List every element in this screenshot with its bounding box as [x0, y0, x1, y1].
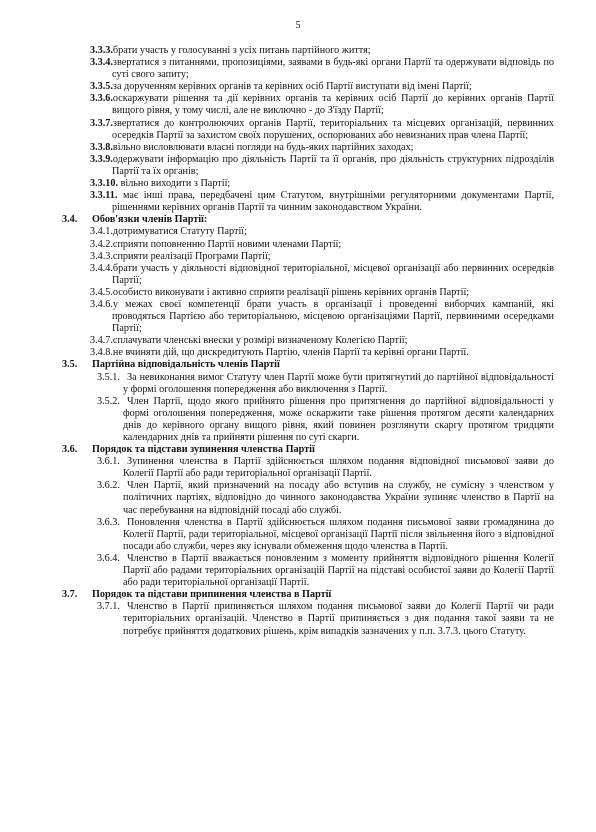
- list-item: 3.6.3. Поновлення членства в Партії здійснюється шляхом подання письмової заяви громадянина до Колегії Партії, ради територіальної, місцевої організації Партії після звільнення його з відповідної посади або служби, через яку існували обмеження щодо членства в Партії.: [97, 516, 554, 552]
- list-item: 3.6.1. Зупинення членства в Партії здійснюється шляхом подання відповідної письмової заяви до Колегії Партії або ради територіальної організації Партії.: [97, 456, 554, 480]
- section-title: Обов'язки членів Партії:: [92, 214, 208, 226]
- rights-list: [0, 45, 596, 214]
- section-title: Порядок та підстави припинення членства в Партії: [92, 589, 332, 601]
- section-heading: [0, 589, 596, 601]
- responsibility-list: [0, 372, 596, 445]
- list-item: 3.3.4.звертатися з питаннями, пропозиціями, заявами в будь-які органи Партії та одержувати відповідь по суті свого запиту;: [90, 57, 554, 81]
- list-item: 3.4.4.брати участь у діяльності відповідної територіальної, місцевої організації або первинних осередків Партії;: [90, 262, 554, 286]
- list-item: 3.3.10. вільно виходити з Партії;: [90, 178, 231, 190]
- list-item: 3.7.1. Членство в Партії припиняється шляхом подання письмової заяви до Колегії Партії чи ради територіальних організацій. Членство в Партії припиняється з дня подання такої заяви та не потребує прийняття додаткових рішень, крім випадків зазначених у п.п. 3.7.3. цього Статуту.: [97, 601, 554, 637]
- duties-list: [0, 226, 596, 359]
- document-body: [0, 45, 596, 638]
- list-item: 3.3.3.брати участь у голосуванні з усіх питань партійного життя;: [90, 45, 371, 56]
- list-item: 3.6.2. Член Партії, який призначений на посаду або вступив на службу, не сумісну з членством у політичних партіях, відповідно до чинного законодавства України зупиняє членство в Партії на час перебування на відповідній посаді або службі.: [97, 480, 554, 516]
- list-item: 3.4.7.сплачувати членські внески у розмірі визначеному Колегією Партії;: [90, 335, 408, 347]
- section-title: Порядок та підстави зупинення членства Партії: [92, 444, 315, 456]
- list-item: 3.4.1.дотримуватися Статуту Партії;: [90, 226, 247, 238]
- list-item: 3.4.6.у межах своєї компетенції брати участь в організації і проведенні виборчих кампаній, які проводяться Партією або територіальною, місцевою організаціями Партії, первинними осередками Партії;: [90, 298, 554, 335]
- section-heading: [0, 444, 596, 456]
- section-number: 3.7.: [62, 589, 78, 601]
- page-number: 5: [295, 20, 301, 31]
- list-item: 3.3.8.вільно висловлювати власні погляди на будь-яких партійних заходах;: [90, 141, 414, 153]
- list-item: 3.4.5.особисто виконувати і активно сприяти реалізації рішень керівних органів Партії;: [90, 286, 470, 298]
- section-heading: [0, 214, 596, 226]
- section-title: Партійна відповідальність членів Партії: [92, 359, 280, 371]
- list-item: 3.3.5.за дорученням керівних органів та керівних осіб Партії виступати від імені Партії;: [90, 81, 472, 93]
- list-item: 3.3.7.звертатися до контролюючих органів Партії, територіальних та місцевих організацій, первинних осередків Партії за захистом своїх порушених, оспорюваних або невизнаних прав члена Партії;: [90, 117, 554, 141]
- list-item: 3.6.4. Членство в Партії вважається поновленим з моменту прийняття відповідного рішення Колегії Партії або радами територіальних організацій Партії на підставі особистої заяви до Колегії Партії або ради територіальної організації Партії.: [97, 552, 554, 589]
- list-item: 3.4.3.сприяти реалізації Програми Партії;: [90, 250, 271, 262]
- termination-list: [0, 601, 596, 637]
- list-item: 3.5.2. Член Партії, щодо якого прийнято рішення про притягнення до партійної відповідальності у формі оголошення попередження, може оскаржити таке рішення протягом десяти календарних днів до керівного органу вищого рівня, який повинен розглянути скаргу протягом тридцяти календарних днів та прийняти рішення по суті скарги.: [97, 395, 554, 443]
- suspension-list: [0, 456, 596, 589]
- section-heading: [0, 359, 596, 371]
- section-number: 3.4.: [62, 214, 78, 226]
- list-item: 3.4.2.сприяти поповненню Партії новими членами Партії;: [90, 238, 342, 250]
- list-item: 3.4.8.не вчиняти дій, що дискредитують Партію, членів Партії та керівні органи Партії.: [90, 347, 469, 359]
- list-item: 3.5.1. За невиконання вимог Статуту член Партії може бути притягнутий до партійної відповідальності у формі оголошення попередження або виключення з Партії.: [97, 371, 554, 395]
- list-item: 3.3.11. має інші права, передбачені цим Статутом, внутрішніми регуляторними документами Партії, рішеннями керівних органів Партії та чинним законодавством України.: [90, 190, 554, 214]
- section-number: 3.6.: [62, 444, 78, 456]
- list-item: 3.3.6.оскаржувати рішення та дії керівних органів та керівних осіб Партії до керівних органів Партії вищого рівня, у тому числі, але не виключно - до З'їзду Партії;: [90, 93, 554, 117]
- list-item: 3.3.9.одержувати інформацію про діяльність Партії та її органів, про діяльність структурних підрозділів Партії та їх органів;: [90, 153, 554, 177]
- section-number: 3.5.: [62, 359, 78, 371]
